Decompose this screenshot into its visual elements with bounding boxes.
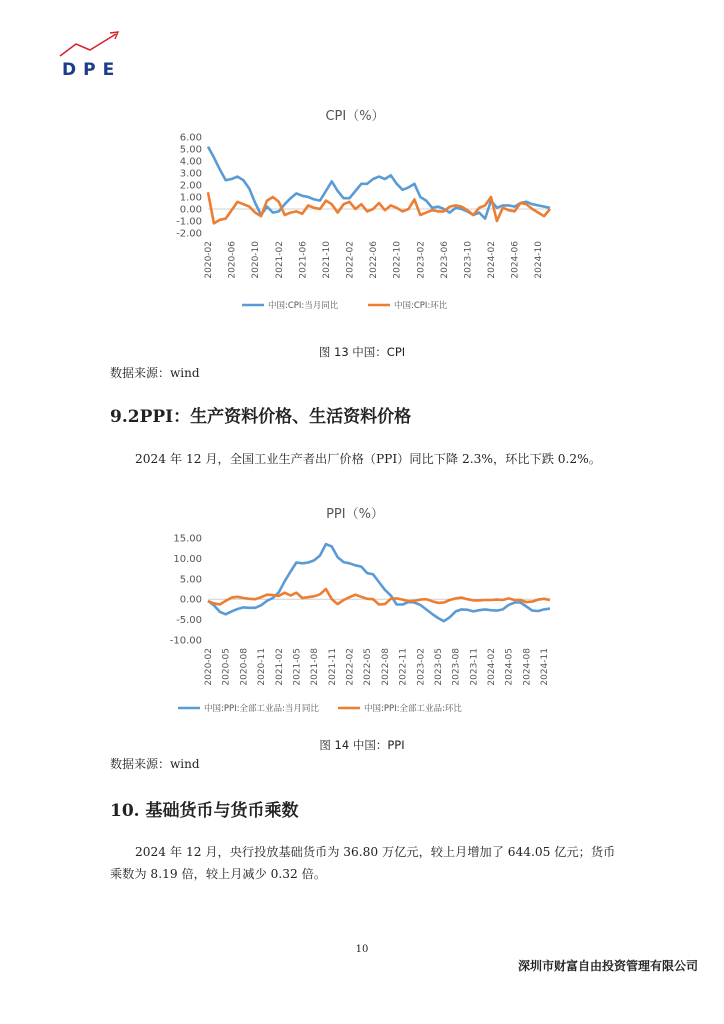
data-source-1: 数据来源：wind (110, 366, 200, 380)
x-tick-label: 2024-11 (540, 648, 551, 686)
x-tick-label: 2023-02 (416, 241, 427, 279)
x-tick-label: 2022-11 (398, 648, 409, 686)
x-tick-label: 2021-06 (298, 241, 309, 279)
data-source-2: 数据来源：wind (110, 757, 200, 771)
ppi-chart-svg (150, 495, 560, 720)
y-tick-label: -5.00 (176, 615, 202, 627)
page-number: 10 (355, 944, 369, 955)
x-tick-label: 2024-08 (522, 648, 533, 686)
cpi-chart-title: CPI（%） (325, 109, 385, 124)
series-line-yoy (208, 544, 550, 621)
x-tick-label: 2024-06 (510, 241, 521, 279)
y-tick-label: 4.00 (179, 156, 202, 168)
y-tick-label: 10.00 (173, 553, 202, 565)
y-tick-label: 15.00 (173, 533, 202, 545)
series-line-mom (208, 589, 550, 605)
y-tick-label: 5.00 (179, 144, 202, 156)
x-tick-label: 2021-02 (274, 648, 285, 686)
cpi-chart-svg (150, 95, 560, 325)
y-tick-label: 0.00 (179, 594, 202, 606)
company-name: 深圳市财富自由投资管理有限公司 (517, 959, 698, 973)
section-9-2-heading: 9.2PPI：生产资料价格、生活资料价格 (110, 407, 412, 427)
x-tick-label: 2022-02 (345, 648, 356, 686)
y-tick-label: 1.00 (179, 192, 202, 204)
legend-label: 中国:CPI:当月同比 (268, 301, 339, 311)
section-10-heading: 10. 基础货币与货币乘数 (110, 801, 299, 821)
y-tick-label: 3.00 (179, 168, 202, 180)
x-tick-label: 2020-10 (251, 241, 262, 279)
section-9-2-paragraph: 2024 年 12 月，全国工业生产者出厂价格（PPI）同比下降 2.3%，环比下跌 0.2%。 (135, 452, 601, 466)
x-tick-label: 2020-06 (227, 241, 238, 279)
x-tick-label: 2022-05 (363, 648, 374, 686)
x-tick-label: 2024-02 (487, 648, 498, 686)
x-tick-label: 2020-02 (204, 648, 214, 686)
legend-label: 中国:PPI:全部工业品:当月同比 (204, 704, 319, 714)
x-tick-label: 2020-11 (257, 648, 268, 686)
x-tick-label: 2021-05 (292, 648, 303, 686)
x-tick-label: 2022-02 (345, 241, 356, 279)
x-tick-label: 2020-08 (239, 648, 250, 686)
y-tick-label: -2.00 (176, 228, 202, 240)
x-tick-label: 2022-08 (380, 648, 391, 686)
section-10-paragraph: 2024 年 12 月，央行投放基础货币为 36.80 万亿元，较上月增加了 644.05 亿元；货币乘数为 8.19 倍，较上月减少 0.32 倍。 (110, 845, 616, 881)
legend-label: 中国:CPI:环比 (394, 301, 448, 311)
legend-label: 中国:PPI:全部工业品:环比 (364, 704, 462, 714)
dpe-logo-swoosh (58, 30, 128, 60)
dpe-logo-text: DPE (62, 60, 122, 80)
figure-14-caption: 图 14 中国：PPI (319, 738, 405, 752)
y-tick-label: 6.00 (179, 132, 202, 144)
x-tick-label: 2021-08 (310, 648, 321, 686)
x-tick-label: 2021-11 (327, 648, 338, 686)
cpi-chart (150, 95, 560, 325)
y-tick-label: -10.00 (169, 635, 202, 647)
x-tick-label: 2022-10 (392, 240, 403, 279)
x-tick-label: 2023-10 (463, 241, 474, 279)
ppi-chart (150, 495, 560, 720)
x-tick-label: 2023-08 (451, 648, 462, 686)
y-tick-label: -1.00 (176, 216, 202, 228)
series-line-yoy (208, 147, 550, 219)
x-tick-label: 2023-11 (469, 648, 480, 686)
x-tick-label: 2023-05 (433, 648, 444, 686)
x-tick-label: 2020-05 (221, 648, 232, 686)
x-tick-label: 2023-06 (439, 241, 450, 279)
x-tick-label: 2024-10 (534, 241, 545, 279)
x-tick-label: 2024-05 (504, 648, 515, 686)
x-tick-label: 2024-02 (487, 241, 498, 279)
ppi-chart-title: PPI（%） (326, 507, 384, 522)
y-tick-label: 5.00 (179, 574, 202, 586)
y-tick-label: 2.00 (179, 180, 202, 192)
x-tick-label: 2020-02 (204, 241, 214, 279)
x-tick-label: 2022-06 (369, 241, 380, 279)
x-tick-label: 2021-02 (274, 241, 285, 279)
x-tick-label: 2021-10 (321, 241, 332, 279)
x-tick-label: 2023-02 (416, 648, 427, 686)
y-tick-label: 0.00 (179, 204, 202, 216)
figure-13-caption: 图 13 中国：CPI (318, 345, 406, 359)
